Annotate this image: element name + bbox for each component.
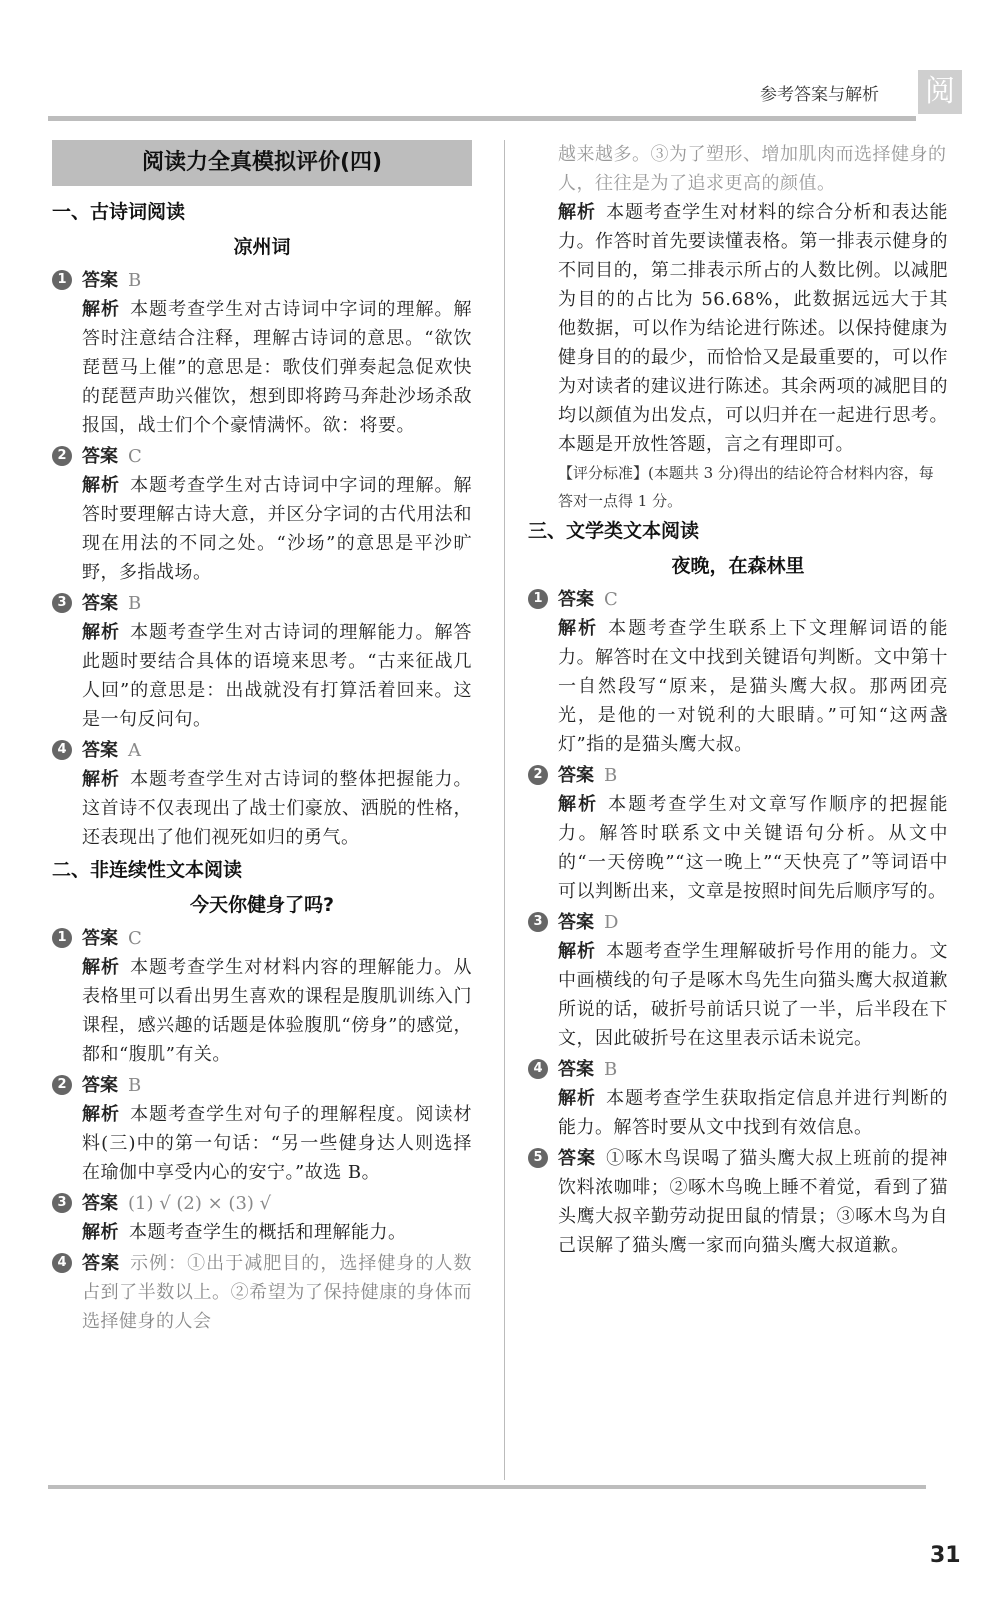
answer-item: [528, 761, 948, 906]
answer-value: B: [128, 1075, 142, 1096]
section-subtitle: 夜晚，在森林里: [671, 555, 805, 577]
answer-item: [52, 442, 472, 587]
answer-value: A: [128, 740, 141, 761]
answer-item: [528, 1055, 948, 1142]
answer-value: D: [604, 912, 619, 933]
explanation-text: 本题考查学生对古诗词中字词的理解。解答时要理解古诗大意，并区分字词的古代用法和现在用法的不同之处。“沙场”的意思是平沙旷野，多指战场。: [82, 475, 473, 583]
explanation-text: 本题考查学生对句子的理解程度。阅读材料(三)中的第一句话：“另一些健身达人则选择在瑜伽中享受内心的安宁。”故选 B。: [82, 1104, 473, 1183]
answer-continuation: 越来越多。③为了塑形、增加肌肉而选择健身的人，往往是为了追求更高的颜值。: [558, 144, 947, 194]
section-heading: 二、非连续性文本阅读: [52, 859, 243, 881]
answer-value: 示例：①出于减肥目的，选择健身的人数占到了半数以上。②希望为了保持健康的身体而选择健身的人会: [82, 1253, 473, 1332]
answer-label: 答案: [82, 270, 118, 291]
scoring-criteria: 【评分标准】(本题共 3 分)得出的结论符合材料内容，每答对一点得 1 分。: [558, 464, 934, 510]
explanation-text: 本题考查学生对文章写作顺序的把握能力。解答时联系文中关键语句分析。从文中的“一天傍晚”“这一晚上”“天快亮了”等词语中可以判断出来，文章是按照时间先后顺序写的。: [558, 794, 949, 902]
section-subtitle: 今天你健身了吗?: [189, 894, 335, 916]
explanation-label: 解析: [558, 618, 599, 639]
answer-label: 答案: [558, 1148, 597, 1169]
page-number: 31: [930, 1543, 961, 1568]
answer-value: C: [128, 928, 142, 949]
explanation-text: 本题考查学生对古诗词的整体把握能力。这首诗不仅表现出了战士们豪放、洒脱的性格，还表现出了他们视死如归的勇气。: [82, 769, 473, 848]
answer-label: 答案: [82, 1193, 118, 1214]
page-title: 阅读力全真模拟评价(四): [52, 140, 472, 186]
answer-value: B: [128, 270, 142, 291]
answer-item: [52, 266, 472, 440]
item-number: 2: [52, 1075, 72, 1095]
answer-label: 答案: [558, 1059, 594, 1080]
item-number: 3: [52, 593, 72, 613]
answer-value: (1) √ (2) × (3) √: [128, 1193, 272, 1214]
item-number: 1: [528, 589, 548, 609]
answer-item: [52, 589, 472, 734]
right-column: [528, 140, 948, 1262]
explanation-label: 解析: [82, 1104, 121, 1125]
answer-label: 答案: [82, 928, 118, 949]
item-number: 5: [528, 1148, 548, 1168]
header-rule: [48, 116, 916, 121]
item-number: 1: [52, 928, 72, 948]
left-column: [52, 140, 472, 1338]
answer-value: B: [128, 593, 142, 614]
answer-value: B: [604, 765, 618, 786]
answer-label: 答案: [558, 912, 594, 933]
answer-value: B: [604, 1059, 618, 1080]
section-heading: 一、古诗词阅读: [52, 201, 186, 223]
explanation-text: 本题考查学生联系上下文理解词语的能力。解答时在文中找到关键语句判断。文中第十一自然段写“原来，是猫头鹰大叔。那两团亮光，是他的一对锐利的大眼睛。”可知“这两盏灯”指的是猫头鹰大叔。: [558, 618, 949, 755]
header-label: 参考答案与解析: [760, 85, 879, 105]
explanation-label: 解析: [558, 794, 599, 815]
item-number: 1: [52, 270, 72, 290]
answer-label: 答案: [82, 1253, 121, 1274]
answer-value: C: [604, 589, 618, 610]
explanation-label: 解析: [558, 1088, 597, 1109]
item-number: 4: [52, 740, 72, 760]
section-subtitle: 凉州词: [233, 236, 291, 258]
answer-label: 答案: [558, 765, 594, 786]
answer-value: C: [128, 446, 142, 467]
item-number: 4: [52, 1253, 72, 1273]
answer-label: 答案: [82, 593, 118, 614]
item-number: 2: [52, 446, 72, 466]
explanation-label: 解析: [82, 1222, 119, 1243]
answer-label: 答案: [82, 446, 118, 467]
explanation-text: 本题考查学生对古诗词中字词的理解。解答时注意结合注释，理解古诗词的意思。“欲饮琵琶马上催”的意思是：歌伎们弹奏起急促欢快的琵琶声助兴催饮，想到即将跨马奔赴沙场杀敌报国，战士们个个豪情满怀。欲：将要。: [82, 299, 473, 436]
explanation-label: 解析: [82, 622, 121, 643]
explanation-label: 解析: [82, 769, 121, 790]
answer-value: ①啄木鸟误喝了猫头鹰大叔上班前的提神饮料浓咖啡；②啄木鸟晚上睡不着觉，看到了猫头鹰大叔辛勤劳动捉田鼠的情景；③啄木鸟为自己误解了猫头鹰一家而向猫头鹰大叔道歉。: [558, 1148, 949, 1256]
explanation-label: 解析: [82, 299, 121, 320]
explanation-label: 解析: [558, 202, 597, 223]
explanation-text: 本题考查学生理解破折号作用的能力。文中画横线的句子是啄木鸟先生向猫头鹰大叔道歉所说的话，破折号前话只说了一半，后半段在下文，因此破折号在这里表示话未说完。: [558, 941, 949, 1049]
answer-item: [528, 908, 948, 1053]
answer-item: [52, 924, 472, 1069]
explanation-label: 解析: [82, 475, 121, 496]
footer-rule: [48, 1485, 926, 1489]
answer-item: [52, 1071, 472, 1187]
explanation-text: 本题考查学生获取指定信息并进行判断的能力。解答时要从文中找到有效信息。: [558, 1088, 949, 1138]
item-number: 3: [528, 912, 548, 932]
explanation-text: 本题考查学生的概括和理解能力。: [129, 1222, 407, 1243]
explanation-text: 本题考查学生对材料内容的理解能力。从表格里可以看出男生喜欢的课程是腹肌训练入门课程，感兴趣的话题是体验腹肌“傍身”的感觉，都和“腹肌”有关。: [82, 957, 473, 1065]
item-number: 3: [52, 1193, 72, 1213]
answer-item: [528, 1144, 948, 1260]
explanation-label: 解析: [558, 941, 597, 962]
answer-label: 答案: [82, 1075, 118, 1096]
header-tab: 阅: [918, 70, 962, 114]
answer-item: [52, 1189, 472, 1247]
item-number: 4: [528, 1059, 548, 1079]
explanation-text: 本题考查学生对古诗词的理解能力。解答此题时要结合具体的语境来思考。“古来征战几人回”的意思是：出战就没有打算活着回来。这是一句反问句。: [82, 622, 473, 730]
answer-label: 答案: [558, 589, 594, 610]
explanation-label: 解析: [82, 957, 121, 978]
column-divider: [504, 140, 505, 1480]
section-heading: 三、文学类文本阅读: [528, 520, 700, 542]
answer-item: [52, 1249, 472, 1336]
item-number: 2: [528, 765, 548, 785]
answer-item: [52, 736, 472, 852]
explanation-text: 本题考查学生对材料的综合分析和表达能力。作答时首先要读懂表格。第一排表示健身的不同目的，第二排表示所占的人数比例。以减肥为目的的占比为 56.68%，此数据远远大于其他数据，可以作为结论进行陈述。以保持健康为健身目的的最少，而恰恰又是最重要的，可以作为对读者的建议进行陈述。其余两项的减肥目的均以颜值为出发点，可以归并在一起进行思考。本题是开放性答题，言之有理即可。: [558, 202, 949, 455]
answer-item: [528, 585, 948, 759]
answer-label: 答案: [82, 740, 118, 761]
